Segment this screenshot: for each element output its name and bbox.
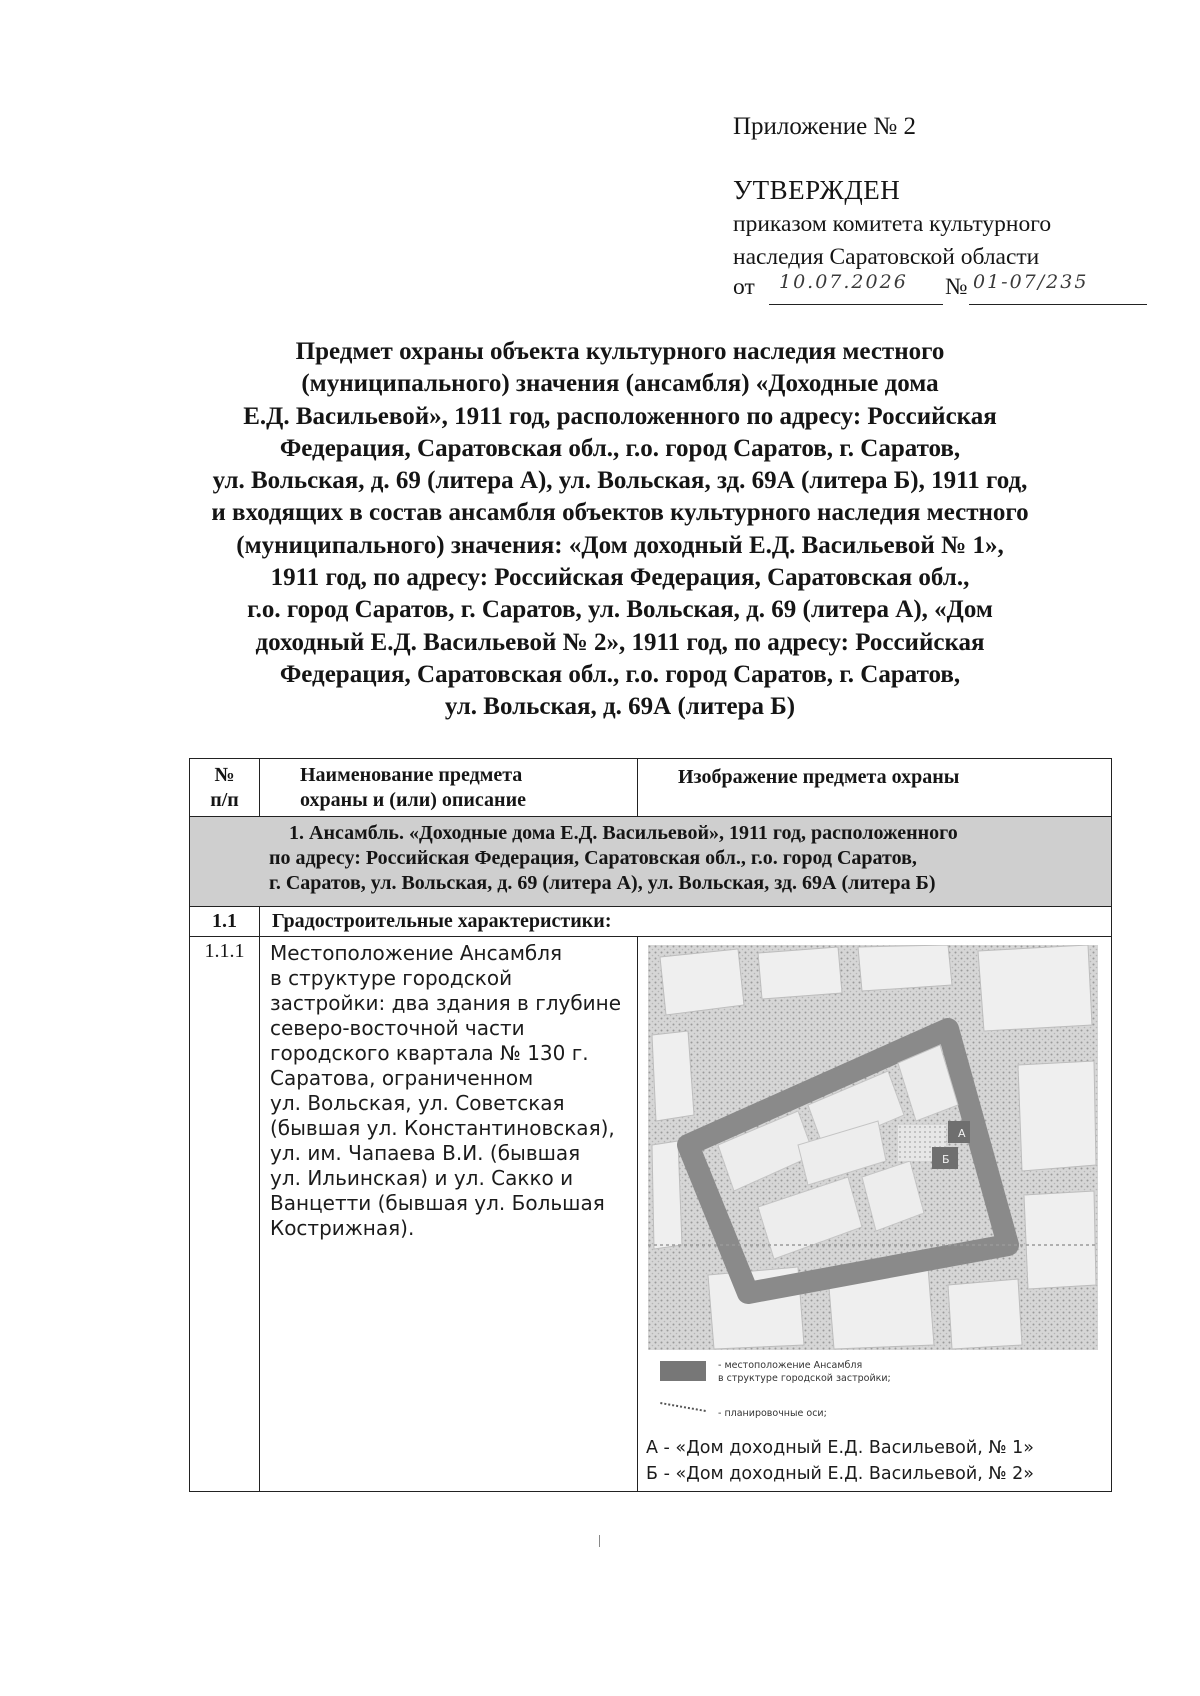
scan-mark: [599, 1535, 600, 1547]
map-image: [648, 945, 1098, 1350]
legend-axes-swatch: [660, 1402, 706, 1412]
item-image-cell: [638, 937, 1112, 1492]
title-line: Федерация, Саратовская обл., г.о. город Саратов, г. Саратов,: [279, 434, 961, 462]
title-line: ул. Вольская, д. 69 (литера А), ул. Вольская, зд. 69А (литера Б), 1911 год,: [212, 467, 1028, 495]
appendix-label: Приложение № 2: [733, 113, 917, 140]
date-underline: [769, 304, 943, 305]
desc-line: (бывшая ул. Константиновская),: [270, 1116, 615, 1140]
header-name-line1: Наименование предмета: [300, 764, 523, 786]
protection-subject-table: [189, 758, 1112, 1492]
header-name-line2: охраны и (или) описание: [300, 789, 526, 811]
legend-ensemble-line2: в структуре городской застройки;: [718, 1373, 891, 1384]
location-map: [638, 939, 1110, 1491]
map-key-a: А - «Дом доходный Е.Д. Васильевой, № 1»: [646, 1438, 1034, 1458]
subsection-row: [190, 907, 1112, 937]
date-prefix: от: [733, 274, 755, 300]
document-title: [170, 336, 1070, 724]
desc-line: ул. Ильинская) и ул. Сакко и: [270, 1166, 574, 1190]
title-line: г.о. город Саратов, г. Саратов, ул. Вольская, д. 69 (литера А), «Дом: [247, 596, 993, 624]
header-number-cell: [190, 759, 260, 817]
title-line: Федерация, Саратовская обл., г.о. город Саратов, г. Саратов,: [279, 660, 961, 688]
header-image-cell: Изображение предмета охраны: [638, 759, 1112, 817]
title-line: доходный Е.Д. Васильевой № 2», 1911 год, по адресу: Российская: [255, 628, 985, 656]
item-description: [260, 937, 638, 1492]
title-line: Предмет охраны объекта культурного наследия местного: [295, 338, 945, 365]
order-line-2: наследия Саратовской области: [733, 244, 1040, 270]
title-line: ул. Вольская, д. 69А (литера Б): [444, 693, 796, 721]
section-line: по адресу: Российская Федерация, Саратовская обл., г.о. город Саратов,: [269, 847, 917, 869]
header-number-line2: п/п: [210, 789, 239, 811]
number-prefix: №: [945, 274, 968, 300]
legend-axes-text: - планировочные оси;: [718, 1408, 827, 1419]
subsection-number: 1.1: [190, 907, 260, 937]
title-line: (муниципального) значения: «Дом доходный Е.Д. Васильевой № 1»,: [236, 531, 1004, 559]
desc-line: городского квартала № 130 г.: [270, 1041, 589, 1065]
legend-ensemble-text: [718, 1359, 891, 1385]
title-line: и входящих в состав ансамбля объектов культурного наследия местного: [211, 499, 1029, 527]
desc-line: ул. Вольская, ул. Советская: [270, 1091, 565, 1115]
item-number: 1.1.1: [190, 937, 260, 1492]
legend-ensemble-swatch: [660, 1361, 706, 1381]
header-number-line1: №: [214, 764, 235, 786]
order-line-1: приказом комитета культурного: [733, 211, 1052, 237]
building-a-label: А: [958, 1127, 966, 1140]
desc-line: в структуре городской: [270, 966, 513, 990]
approval-stamp-block: [733, 172, 1133, 310]
legend-ensemble-line1: - местоположение Ансамбля: [718, 1360, 863, 1371]
header-name-cell: [260, 759, 638, 817]
desc-line: ул. им. Чапаева В.И. (бывшая: [270, 1141, 581, 1165]
desc-line: Местоположение Ансамбля: [270, 941, 563, 965]
section-row: [190, 817, 1112, 907]
table-header-row: [190, 759, 1112, 817]
number-underline: [969, 304, 1147, 305]
title-line: Е.Д. Васильевой», 1911 год, расположенного по адресу: Российская: [243, 402, 997, 430]
order-date-number-line: [733, 271, 1133, 310]
subsection-title: Градостроительные характеристики:: [260, 907, 1112, 937]
building-b-label: Б: [942, 1153, 950, 1166]
desc-line: северо-восточной части: [270, 1016, 525, 1040]
section-line: г. Саратов, ул. Вольская, д. 69 (литера А), ул. Вольская, зд. 69А (литера Б): [269, 872, 936, 894]
section-heading: [190, 817, 1112, 907]
section-line: 1. Ансамбль. «Доходные дома Е.Д. Васильевой», 1911 год, расположенного: [289, 822, 958, 844]
approved-heading: УТВЕРЖДЕН: [733, 175, 901, 205]
title-line: 1911 год, по адресу: Российская Федерация, Саратовская обл.,: [270, 564, 970, 592]
desc-line: застройки: два здания в глубине: [270, 991, 622, 1015]
desc-line: Саратова, ограниченном: [270, 1066, 534, 1090]
handwritten-date: 10.07.2026: [779, 271, 908, 293]
map-key-b: Б - «Дом доходный Е.Д. Васильевой, № 2»: [646, 1464, 1034, 1484]
handwritten-number: 01-07/235: [973, 271, 1089, 293]
desc-line: Ванцетти (бывшая ул. Большая: [270, 1191, 605, 1215]
title-line: (муниципального) значения (ансамбля) «Доходные дома: [301, 370, 939, 398]
desc-line: Кострижная).: [270, 1216, 415, 1240]
map-key: [646, 1435, 1034, 1487]
item-row: [190, 937, 1112, 1492]
